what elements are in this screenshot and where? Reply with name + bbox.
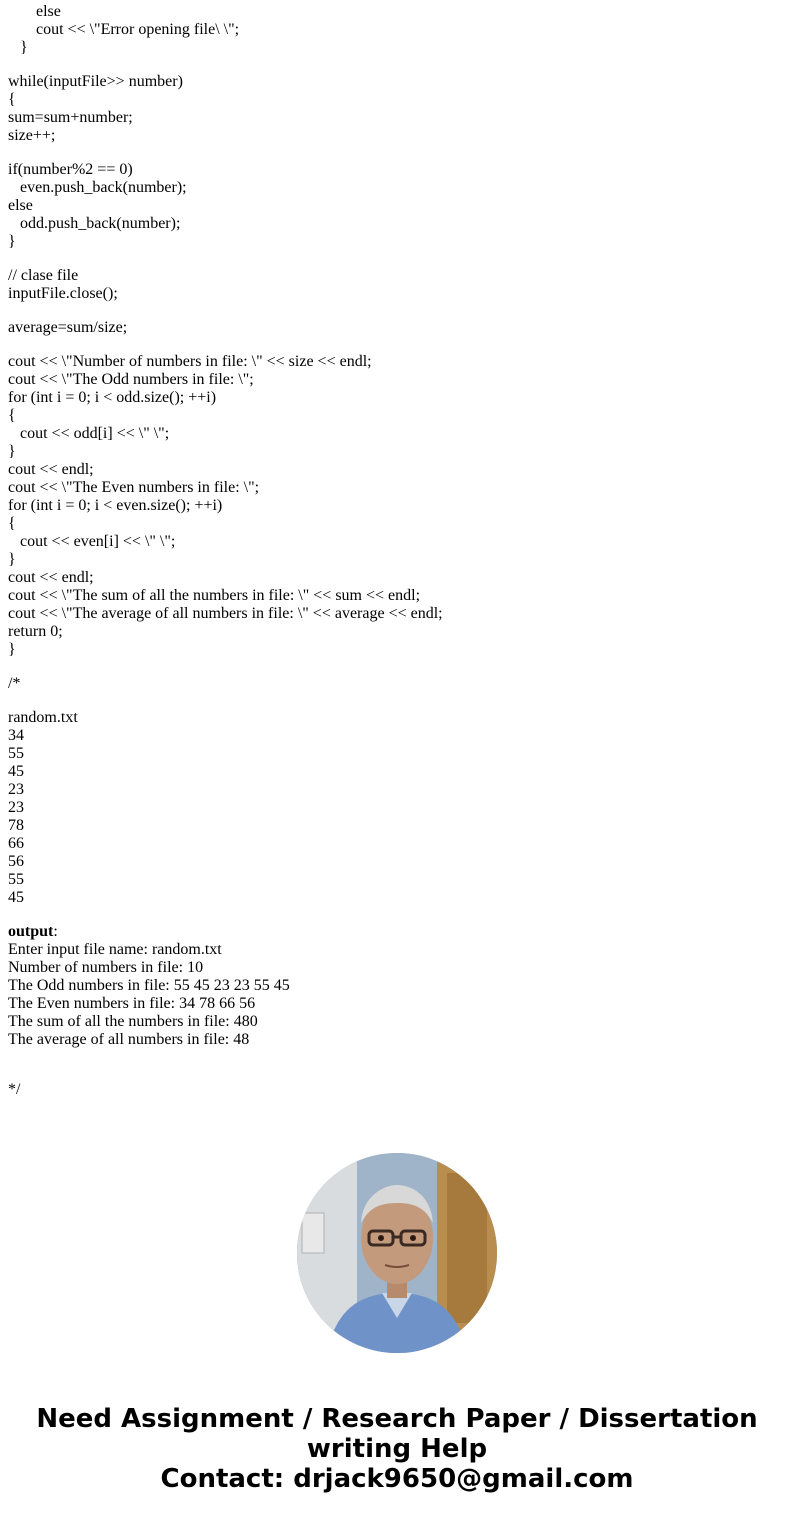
promo-line-1: Need Assignment / Research Paper / Dissertation [36, 1404, 758, 1434]
avatar [297, 1153, 497, 1353]
code-line: cout << \"Error opening file\ \"; [36, 21, 240, 38]
blank-line [8, 1049, 788, 1065]
code-line: even.push_back(number); [20, 179, 187, 196]
output-line: The Even numbers in file: 34 78 66 56 [8, 995, 256, 1012]
code-line: if(number%2 == 0) [8, 161, 133, 178]
file-value: 55 [8, 745, 24, 762]
output-line: The Odd numbers in file: 55 45 23 23 55 45 [8, 977, 290, 994]
code-line: else [8, 197, 33, 214]
blank-line [8, 659, 788, 675]
person-portrait-icon [297, 1153, 497, 1353]
code-line: average=sum/size; [8, 319, 128, 336]
file-value: 78 [8, 817, 24, 834]
output-heading [8, 923, 788, 941]
output-line: Enter input file name: random.txt [8, 941, 222, 958]
code-line: cout << endl; [8, 461, 94, 478]
code-line: sum=sum+number; [8, 109, 133, 126]
file-value: 45 [8, 889, 24, 906]
code-line: { [8, 515, 16, 532]
file-value: 66 [8, 835, 24, 852]
code-line: for (int i = 0; i < odd.size(); ++i) [8, 389, 217, 406]
blank-line [8, 303, 788, 319]
blank-line [8, 907, 788, 923]
blank-line [8, 145, 788, 161]
file-value: 56 [8, 853, 24, 870]
blank-line [8, 1065, 788, 1081]
code-line: } [8, 443, 16, 460]
promo-banner [0, 1404, 794, 1494]
code-comment: // clase file [8, 267, 79, 284]
promo-contact: Contact: drjack9650@gmail.com [160, 1464, 634, 1494]
output-line: The sum of all the numbers in file: 480 [8, 1013, 258, 1030]
file-value: 23 [8, 781, 24, 798]
code-line: cout << \"The Odd numbers in file: \"; [8, 371, 254, 388]
file-name: random.txt [8, 709, 78, 726]
code-listing [8, 3, 788, 1099]
code-line: for (int i = 0; i < even.size(); ++i) [8, 497, 223, 514]
code-line: } [8, 551, 16, 568]
code-line: { [8, 407, 16, 424]
output-colon: : [53, 923, 58, 940]
blank-line [8, 251, 788, 267]
blank-line [8, 693, 788, 709]
code-line: return 0; [8, 623, 63, 640]
file-value: 23 [8, 799, 24, 816]
code-line: } [20, 39, 28, 56]
code-line: cout << \"Number of numbers in file: \" << size << endl; [8, 353, 372, 370]
file-value: 45 [8, 763, 24, 780]
code-line: inputFile.close(); [8, 285, 118, 302]
comment-open: /* [8, 675, 21, 692]
promo-line-2: writing Help [306, 1434, 488, 1464]
output-label: output [8, 923, 54, 940]
code-line: else [36, 3, 61, 20]
code-line: } [8, 233, 16, 250]
code-line: odd.push_back(number); [20, 215, 181, 232]
file-value: 34 [8, 727, 24, 744]
file-value: 55 [8, 871, 24, 888]
blank-line [8, 57, 788, 73]
output-line: The average of all numbers in file: 48 [8, 1031, 250, 1048]
code-line: while(inputFile>> number) [8, 73, 183, 90]
blank-line [8, 337, 788, 353]
code-line: cout << \"The sum of all the numbers in file: \" << sum << endl; [8, 587, 421, 604]
code-line: cout << \"The average of all numbers in file: \" << average << endl; [8, 605, 443, 622]
code-line: } [8, 641, 16, 658]
code-line: cout << even[i] << \" \"; [20, 533, 176, 550]
code-line: cout << endl; [8, 569, 94, 586]
output-line: Number of numbers in file: 10 [8, 959, 204, 976]
code-line: { [8, 91, 16, 108]
code-line: cout << odd[i] << \" \"; [20, 425, 170, 442]
code-line: cout << \"The Even numbers in file: \"; [8, 479, 260, 496]
code-line: size++; [8, 127, 56, 144]
comment-close: */ [8, 1081, 21, 1098]
